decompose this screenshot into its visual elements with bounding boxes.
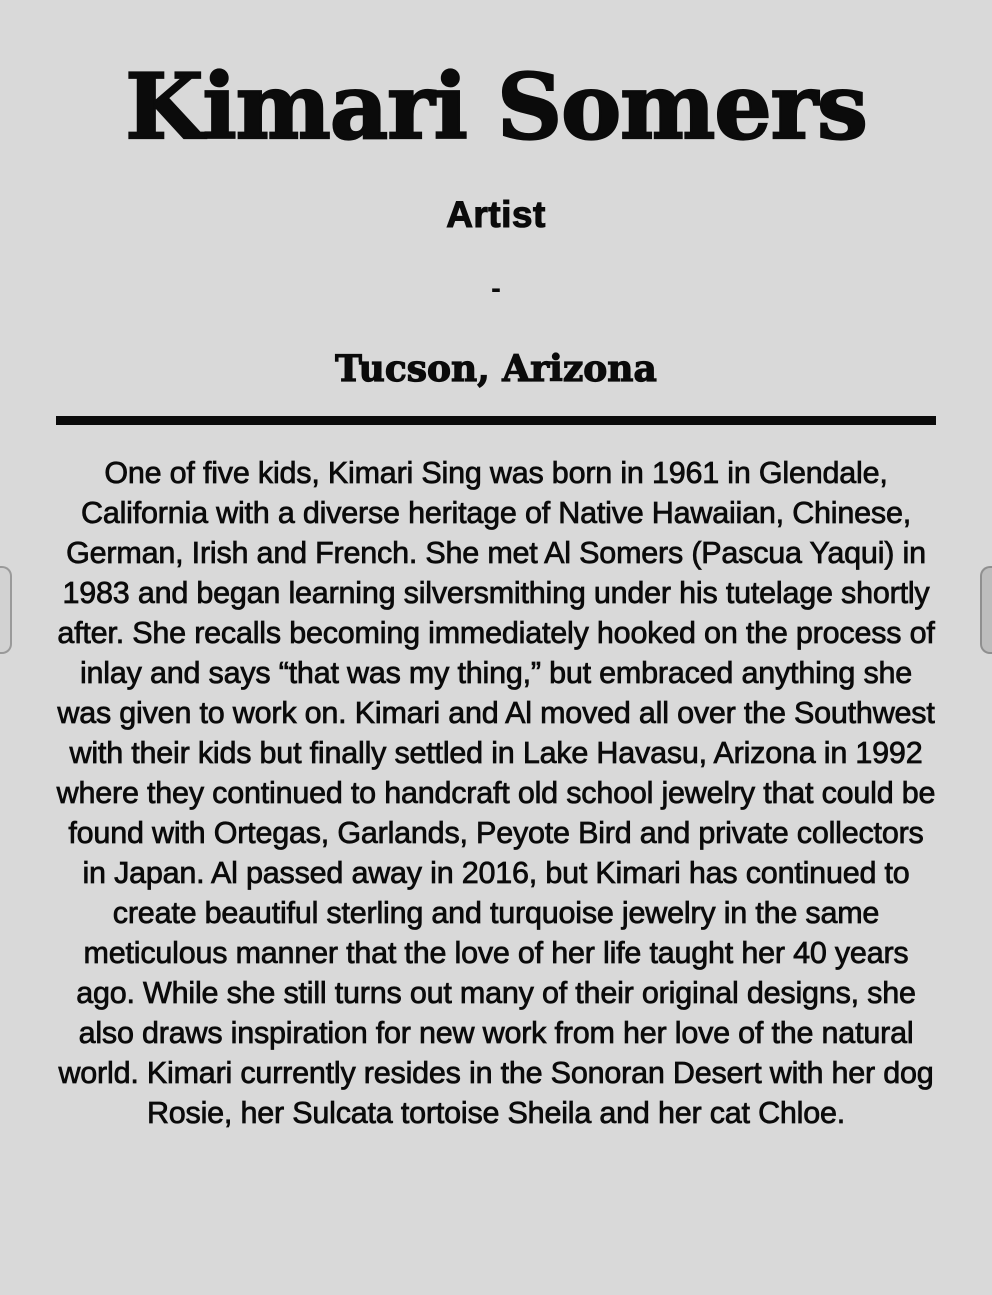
horizontal-rule <box>56 416 936 425</box>
artist-biography: One of five kids, Kimari Sing was born in 1961 in Glendale, California with a diverse heritage of Native Hawaiian, Chinese, German, Irish and French. She met Al Somers (Pascua Yaqui) in 1983 and began learning silversmithing under his tutelage shortly after. She recalls becoming immediately hooked on the process of inlay and says “that was my thing,” but embraced anything she was given to work on. Kimari and Al moved all over the Southwest with their kids but finally settled in Lake Havasu, Arizona in 1992 where they continued to handcraft old school jewelry that could be found with Ortegas, Garlands, Peyote Bird and private collectors in Japan. Al passed away in 2016, but Kimari has continued to create beautiful sterling and turquoise jewelry in the same meticulous manner that the love of her life taught her 40 years ago. While she still turns out many of their original designs, she also draws inspiration for new work from her love of the natural world. Kimari currently resides in the Sonoran Desert with her dog Rosie, her Sulcata tortoise Sheila and her cat Chloe. <box>56 456 936 1130</box>
artist-location: Tucson, Arizona <box>335 348 657 390</box>
right-edge-swipe-handle[interactable] <box>980 566 992 654</box>
separator-dash: - <box>491 272 501 305</box>
page-title: Kimari Somers <box>125 54 867 160</box>
artist-role: Artist <box>446 194 546 235</box>
left-edge-swipe-handle[interactable] <box>0 566 12 654</box>
